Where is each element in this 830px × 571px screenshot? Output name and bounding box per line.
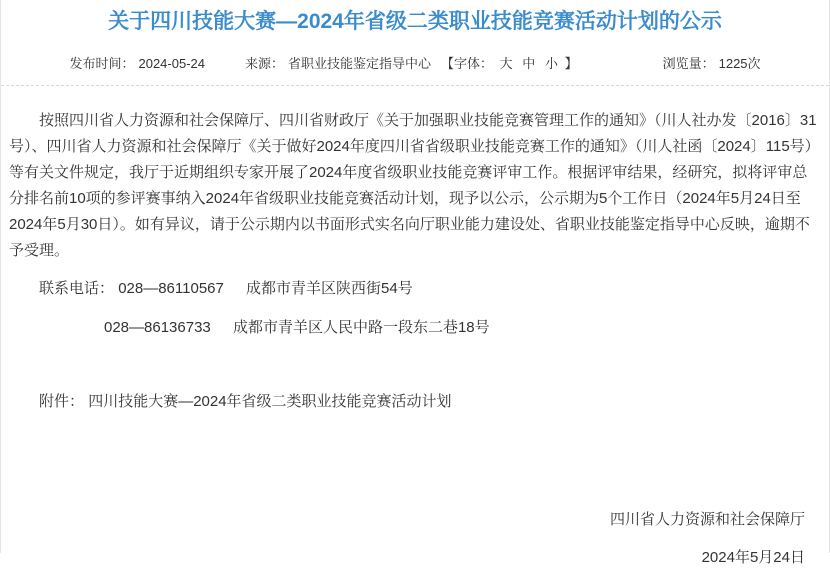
article-content [1,108,829,571]
contact-phone-label: 联系电话： [39,280,115,297]
source-value: 省职业技能鉴定指导中心 [288,56,432,71]
view-count-label: 浏览量： [662,56,715,71]
source-label: 来源： [244,56,284,71]
font-size-bracket-open: 【字体： [441,56,494,71]
publish-time-value: 2024-05-24 [138,56,205,71]
announcement-paragraph: 按照四川省人力资源和社会保障厅、四川省财政厅《关于加强职业技能竞赛管理工作的通知》（川人社办发〔2016〕31号）、四川省人力资源和社会保障厅《关于做好2024年度四川省省级职业技能竞赛工作的通知》（川人社函〔2024〕115号）等有关文件规定，我厅于近期组织专家开展了2024年度省级职业技能竞赛评审工作。根据评审结果，经研究，拟将评审总分排名前10项的参评赛事纳入2024年省级职业技能竞赛活动计划，现予以公示，公示期为5个工作日（2024年5月24日至2024年5月30日）。如有异议，请于公示期内以书面形式实名向厅职业能力建设处、省职业技能鉴定指导中心反映，逾期不予受理。 [9,112,820,259]
publish-time [69,56,205,72]
signature-block [9,507,821,571]
source [245,56,578,72]
attachment-label: 附件： [39,393,85,410]
phone-number: 028—86136733 [104,319,211,336]
meta-row [1,56,829,72]
signature-date: 2024年5月24日 [701,549,805,566]
font-size-bracket-close: 】 [564,56,578,71]
font-size-small-button[interactable]: 小 [544,56,558,71]
phone-number: 028—86110567 [118,280,224,297]
signature-organization: 四川省人力资源和社会保障厅 [609,511,805,528]
view-count-value: 1225次 [718,56,761,71]
publish-time-label: 发布时间： [69,56,135,71]
attachment-row [39,389,821,415]
page-title: 关于四川技能大赛—2024年省级二类职业技能竞赛活动计划的公示 [108,10,722,33]
dashed-divider [1,85,829,86]
font-size-medium-button[interactable]: 中 [522,56,536,71]
contact-address: 成都市青羊区陕西街54号 [246,280,413,297]
contact-address: 成都市青羊区人民中路一段东二巷18号 [232,319,490,336]
contact-line [39,276,821,302]
attachment-link[interactable]: 四川技能大赛—2024年省级二类职业技能竞赛活动计划 [88,393,452,410]
font-size-large-button[interactable]: 大 [499,56,513,71]
view-count [663,56,761,72]
font-size-controls [441,56,578,72]
contact-line [104,315,821,341]
